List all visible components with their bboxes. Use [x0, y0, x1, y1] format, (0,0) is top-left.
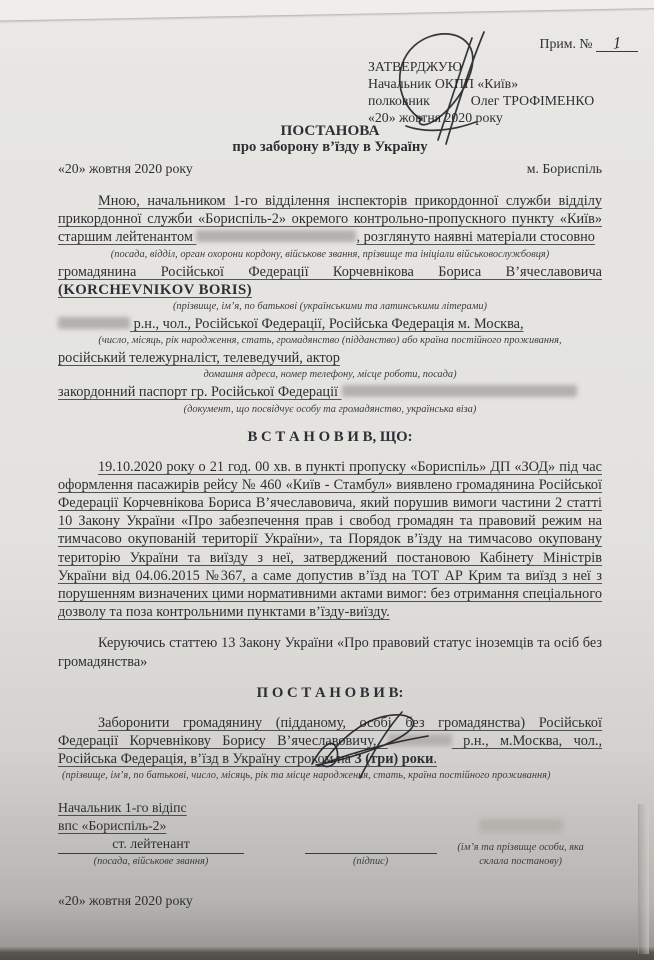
form-note-address: домашня адреса, номер телефону, місце роботи, посада) — [203, 369, 457, 381]
document-city: м. Бориспіль — [526, 161, 602, 176]
signature-line — [305, 817, 437, 854]
form-note-birth: (число, місяць, рік народження, стать, громадянство (підданство) або країна постійного проживання, — [98, 335, 562, 347]
signer-name-column — [439, 799, 602, 870]
occupation-line: російський тележурналіст, телеведучий, актор — [58, 350, 340, 367]
signer-position-column — [58, 799, 244, 870]
signer-rank: ст. лейтенант — [112, 836, 190, 852]
signer-position-2: впс «Бориспіль-2» — [58, 818, 167, 834]
form-note-officer: (посада, відділ, орган охорони кордону, військове звання, прізвище та ініціали військовослужбовця) — [110, 248, 550, 260]
approval-name: Олег ТРОФІМЕНКО — [470, 93, 595, 108]
birth-line — [58, 315, 602, 333]
passport-text: закордонний паспорт гр. Російської Федерації — [58, 384, 339, 401]
form-note-name-1: (ім’я та прізвище особи, яка — [457, 842, 584, 854]
approval-title: ЗАТВЕРДЖУЮ — [368, 59, 462, 74]
latin-name-line: (KORCHEVNIKOV BORIS) — [58, 281, 252, 298]
signer-name-redaction — [479, 819, 563, 832]
approval-position: Начальник ОКПП «Київ» — [368, 76, 519, 91]
approval-rank: полковник — [368, 93, 430, 108]
document-subtitle: про заборону в’їзду в Україну — [232, 139, 428, 155]
resolved-text-3: . — [433, 751, 437, 768]
intro-text-2: , розглянуто наявні матеріали стосовно — [356, 229, 595, 246]
handwritten-copy-number: 1 — [613, 33, 621, 54]
paper-right-edge — [638, 804, 649, 954]
form-note-resolved: (прізвище, ім’я, по батькові, число, місяць, рік та місце народження, стать, країна постійного проживання) — [62, 770, 551, 782]
ban-term: 3 (три) роки — [354, 751, 434, 768]
document-date-bottom: «20» жовтня 2020 року — [58, 893, 193, 909]
signer-rank-line — [58, 835, 244, 854]
birthdate-redaction — [58, 317, 130, 329]
established-heading: В С Т А Н О В И В, ЩО: — [247, 428, 413, 445]
resolved-text-2: р.н., м.Москва, чол., Російська Федерація, в’їзд в Україну строком на — [58, 733, 603, 768]
intro-paragraph — [58, 192, 602, 247]
officer-name-redaction — [196, 230, 356, 242]
form-note-document: (документ, що посвідчує особу та громадянство, українська віза) — [183, 403, 477, 415]
passport-number-redaction — [342, 385, 577, 397]
passport-line — [58, 383, 602, 401]
form-note-position: (посада, військове звання) — [93, 856, 209, 868]
intro-text-1: Мною, начальником 1-го відділення інспекторів прикордонної служби відділу прикордонної служби «Бориспіль-2» окремого контрольно-пропускного пункту «Київ» старшим лейтенантом — [58, 193, 602, 246]
approval-date: «20» жовтня 2020 року — [368, 110, 503, 125]
document-title: ПОСТАНОВА — [280, 122, 380, 139]
signer-position-1: Начальник 1-го відіпс — [58, 800, 187, 816]
resolved-text-1: Заборонити громадянину (підданому, особі без громадянства) Російської Федерації Корчевнікову Борису В’ячеславовичу, — [58, 714, 602, 750]
document-date-top: «20» жовтня 2020 року — [58, 161, 193, 176]
resolved-heading: П О С Т А Н О В И В: — [256, 684, 404, 701]
form-note-sign: (підпис) — [352, 856, 389, 868]
birth-text: р.н., чол., Російської Федерації, Російська Федерація м. Москва, — [133, 316, 524, 333]
legal-basis-paragraph: Керуючись статтею 13 Закону України «Про правовий статус іноземців та осіб без громадянства» — [58, 635, 602, 670]
form-note-name: (прізвище, ім’я, по батькові (українськими та латинськими літерами) — [172, 301, 488, 313]
signature-line-column — [302, 799, 439, 870]
form-note-name-2: склала постанову) — [479, 856, 562, 868]
resolved-birthdate-redaction — [388, 734, 452, 746]
resolved-paragraph — [58, 714, 602, 769]
copy-label: Прим. № — [539, 36, 593, 51]
established-paragraph: 19.10.2020 року о 21 год. 00 хв. в пункті пропуску «Бориспіль» ДП «ЗОД» під час оформлення пасажирів рейсу № 460 «Київ - Стамбул» виявлено громадянина Російської Федерації Корчевнікова Бориса В’ячеславовича, який порушив вимоги частини 2 статті 10 Закону України «Про забезпечення прав і свобод громадян та правовий режим на тимчасово окупованій території України», та Порядок в’їзду на тимчасово окуповану територію України та виїзду з неї, затверджений постановою Кабінету Міністрів України від 04.06.2015 №367, а саме допустив в’їзд на ТОТ АР Крим та виїзд з неї з порушенням визначених цими нормативними актами вимог: без отримання спеціального дозволу та поза контрольними пунктами в’їзду-виїзду. — [58, 458, 602, 621]
signature-block — [58, 799, 602, 870]
citizen-line: громадянина Російської Федерації Корчевнікова Бориса В’ячеславовича — [58, 263, 602, 280]
